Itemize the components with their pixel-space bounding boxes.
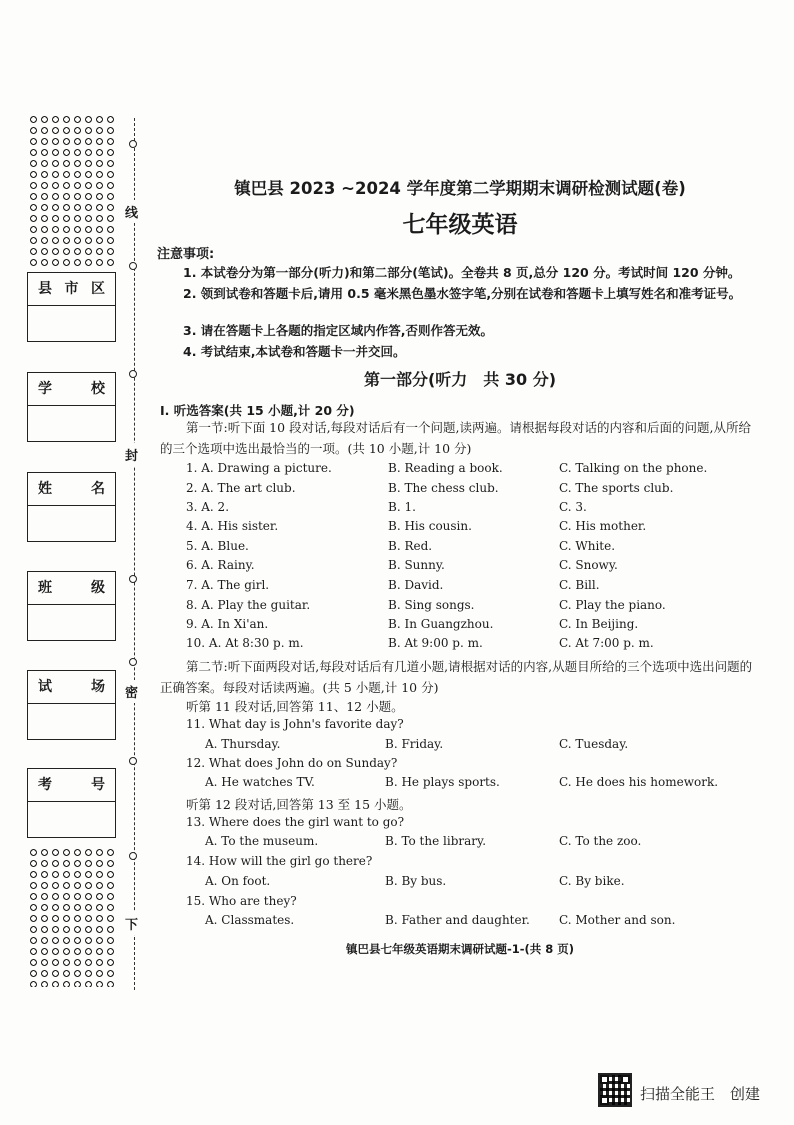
binding-hole (129, 370, 137, 378)
notice-item: 2. 领到试卷和答题卡后,请用 0.5 毫米黑色墨水签字笔,分别在试卷和答题卡上填写姓名和准考证号。 (183, 286, 742, 301)
binding-hole (129, 140, 137, 148)
binding-field-county: 县 市 区 (27, 272, 116, 342)
section2-instructions: 第二节:听下面两段对话,每段对话后有几道小题,请根据对话的内容,从题目所给的三个选项中选出问题的正确答案。每段对话读两遍。(共 5 小题,计 10 分) (160, 659, 753, 695)
binding-char-seal: 封 (125, 443, 138, 466)
scanner-watermark: 扫描全能王 创建 (640, 1085, 761, 1103)
question-stem: 14. How will the girl go there? (186, 854, 373, 868)
binding-field-school: 学 校 (27, 372, 116, 442)
qr-code-icon (598, 1073, 632, 1107)
exam-subject: 七年级英语 (402, 212, 518, 238)
binding-hole (129, 658, 137, 666)
question-options: A. He watches TV. B. He plays sports. C. He does his homework. (205, 775, 719, 789)
question-row: 1. A. Drawing a picture. B. Reading a book. C. Talking on the phone. (186, 461, 708, 475)
binding-char-secret: 密 (125, 680, 138, 703)
question-row: 10. A. At 8:30 p. m. B. At 9:00 p. m. C. At 7:00 p. m. (186, 636, 654, 650)
binding-hole (129, 262, 137, 270)
notice-item: 1. 本试卷分为第一部分(听力)和第二部分(笔试)。全卷共 8 页,总分 120 分。考试时间 120 分钟。 (183, 265, 741, 280)
binding-field-exam-room: 试 场 (27, 670, 116, 740)
notice-heading: 注意事项: (157, 247, 215, 262)
question-options: A. Thursday. B. Friday. C. Tuesday. (205, 737, 629, 751)
page-footer: 镇巴县七年级英语期末调研试题-1-(共 8 页) (345, 942, 575, 956)
binding-field-name: 姓 名 (27, 472, 116, 542)
binding-hole (129, 757, 137, 765)
question-options: A. On foot. B. By bus. C. By bike. (205, 874, 625, 888)
exam-title: 镇巴县 2023 ~2024 学年度第二学期期末调研检测试题(卷) (234, 179, 686, 198)
question-row: 6. A. Rainy. B. Sunny. C. Snowy. (186, 558, 618, 572)
question-row: 7. A. The girl. B. David. C. Bill. (186, 578, 600, 592)
question-row: 3. A. 2. B. 1. C. 3. (186, 500, 587, 514)
question-row: 5. A. Blue. B. Red. C. White. (186, 539, 616, 553)
question-stem: 15. Who are they? (186, 894, 297, 908)
binding-field-class: 班 级 (27, 571, 116, 641)
question-options: A. To the museum. B. To the library. C. To the zoo. (205, 834, 642, 848)
binding-dot-pattern-top (28, 114, 116, 270)
question-row: 4. A. His sister. B. His cousin. C. His mother. (186, 519, 647, 533)
binding-char-below: 下 (125, 912, 138, 935)
section-heading: Ⅰ. 听选答案(共 15 小题,计 20 分) (160, 403, 355, 418)
section1-instructions: 第一节:听下面 10 段对话,每段对话后有一个问题,读两遍。请根据每段对话的内容和后面的问题,从所给的三个选项中选出最恰当的一项。(共 10 小题,计 10 分) (160, 420, 751, 456)
binding-char-line: 线 (125, 200, 138, 223)
question-stem: 12. What does John do on Sunday? (186, 756, 398, 770)
dialogue-lead: 听第 12 段对话,回答第 13 至 15 小题。 (186, 797, 412, 812)
notice-item: 3. 请在答题卡上各题的指定区域内作答,否则作答无效。 (183, 323, 494, 338)
question-row: 8. A. Play the guitar. B. Sing songs. C. Play the piano. (186, 598, 666, 612)
question-row: 9. A. In Xi'an. B. In Guangzhou. C. In Beijing. (186, 617, 639, 631)
question-stem: 11. What day is John's favorite day? (186, 717, 404, 731)
notice-item: 4. 考试结束,本试卷和答题卡一并交回。 (183, 344, 406, 359)
question-options: A. Classmates. B. Father and daughter. C. Mother and son. (205, 913, 676, 927)
binding-field-exam-number: 考 号 (27, 768, 116, 838)
part-title: 第一部分(听力 共 30 分) (363, 370, 557, 389)
dialogue-lead: 听第 11 段对话,回答第 11、12 小题。 (186, 699, 404, 714)
question-stem: 13. Where does the girl want to go? (186, 815, 405, 829)
question-row: 2. A. The art club. B. The chess club. C. The sports club. (186, 481, 674, 495)
